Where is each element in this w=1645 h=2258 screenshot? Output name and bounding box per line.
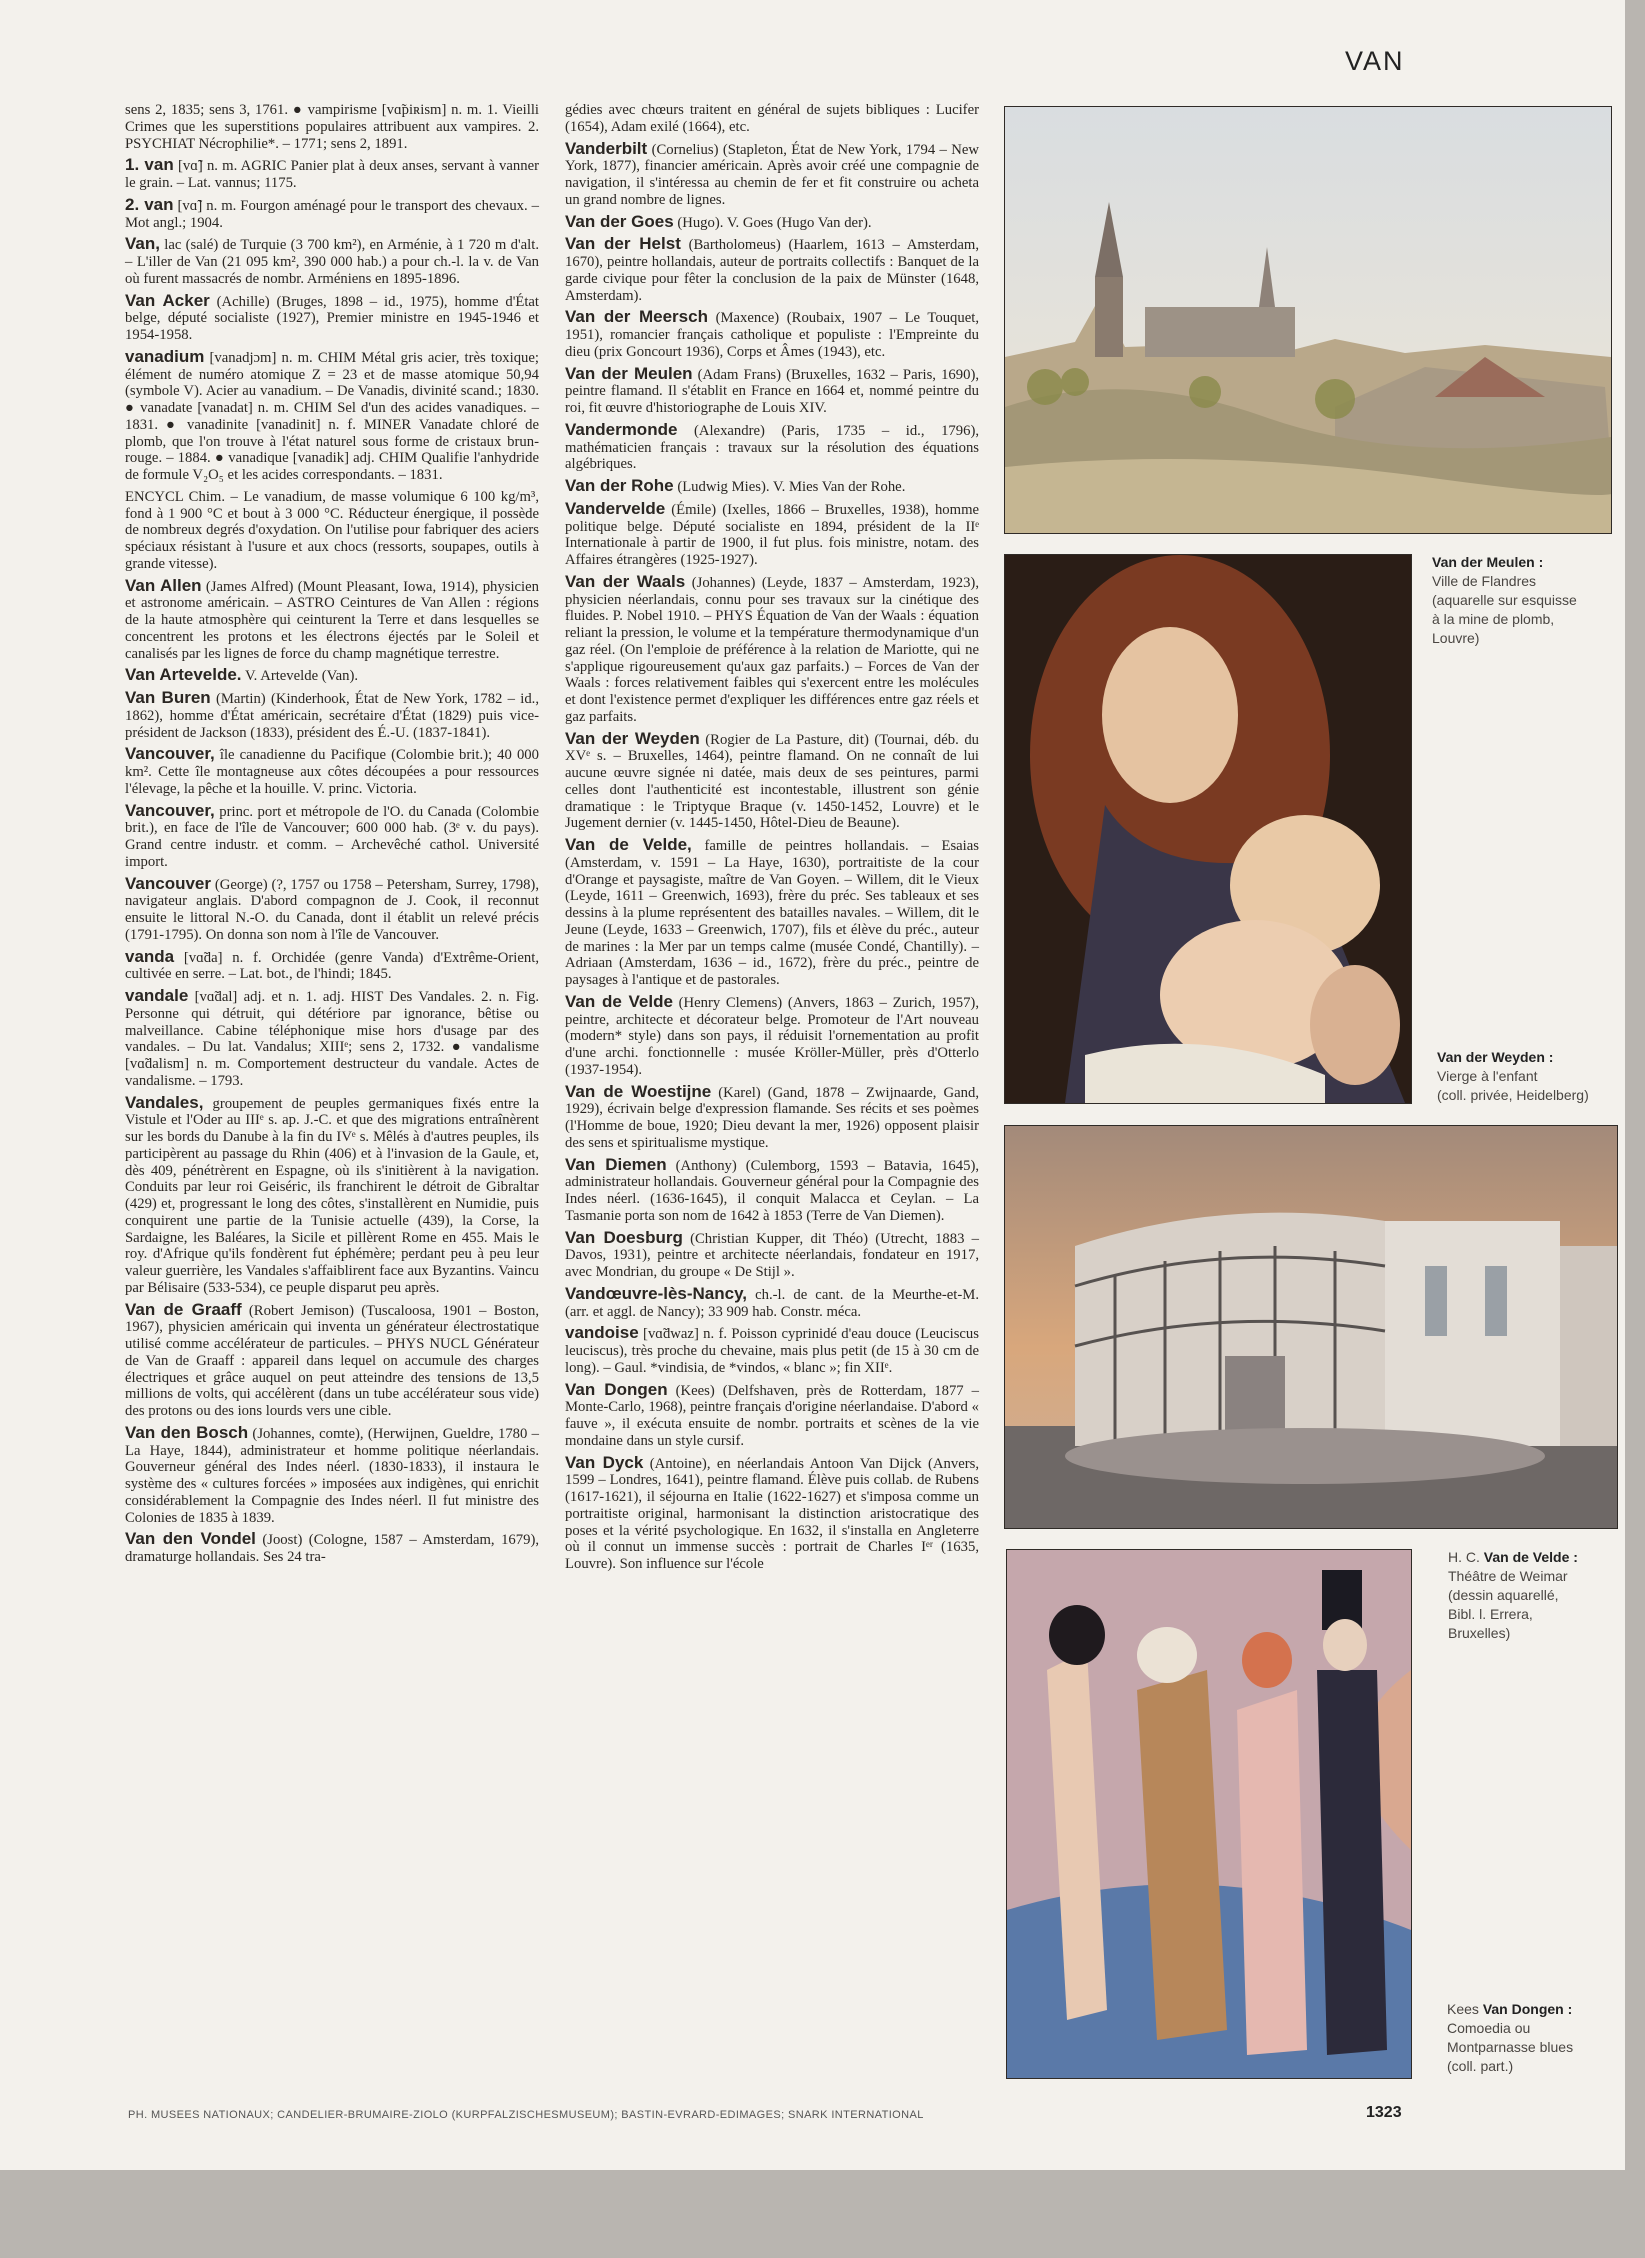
dictionary-entry bbox=[565, 837, 979, 989]
entry-text: famille de peintres hollandais. – Esaias (Amsterdam, v. 1591 – La Haye, 1630), portraitiste de la cour d'Orange et paysagiste, maître de Van Goyen. – Willem, dit le Vieux (Leyde, 1611 – Greenwich, 1693), frère du préc. Ses tableaux et ses dessins à la plume représentent des batailles navales. – Willem, dit le Jeune (Leyde, 1633 – Greenwich, 1707), fils et élève du préc., auteur de marines : la Mer par un temps calme (musée Condé, Chantilly). – Adriaan (Amsterdam, 1636 – id., 1672), frère du préc., peintre de paysages à l'antique et de pastorales. bbox=[565, 838, 979, 988]
entry-headword: Vancouver, bbox=[125, 800, 215, 820]
entry-headword: Vandermonde bbox=[565, 419, 678, 439]
dictionary-entry bbox=[565, 102, 979, 136]
dictionary-entry bbox=[125, 290, 540, 344]
entry-text: (James Alfred) (Mount Pleasant, Iowa, 1914), physicien et astronome américain. – ASTRO Ceintures de Van Allen : régions de la haute atmosphère qui ceinturent la Terre et dans lesquelles se concentrent les protons et les électrons éjectés par le Soleil et canalisés par les lignes de force du champ magnétique terrestre. bbox=[125, 578, 539, 662]
dictionary-entry bbox=[125, 800, 540, 871]
caption-line: Théâtre de Weimar bbox=[1448, 1568, 1568, 1584]
caption-van-der-weyden bbox=[1437, 1048, 1589, 1105]
entry-text: (Hugo). V. Goes (Hugo Van der). bbox=[677, 214, 872, 231]
entry-headword: Van der Weyden bbox=[565, 728, 700, 748]
illustration-van-de-velde bbox=[1004, 1125, 1618, 1529]
entry-text: lac (salé) de Turquie (3 700 km²), en Arménie, à 1 720 m d'alt. – L'iller de Van (21 095 km², 390 000 hab.) a pour ch.-l. la v. de Van où furent massacrés de nombr. Arméniens en 1895-1896. bbox=[125, 237, 539, 287]
caption-title bbox=[1448, 1548, 1578, 1567]
page-number: 1323 bbox=[1366, 2104, 1402, 2121]
entry-text: (Ludwig Mies). V. Mies Van der Rohe. bbox=[677, 479, 906, 495]
entry-headword: Van Acker bbox=[125, 290, 210, 310]
dictionary-entry bbox=[125, 236, 539, 287]
dictionary-entry bbox=[565, 478, 979, 496]
caption-title: Van der Meulen : bbox=[1432, 554, 1544, 570]
entry-text: (Kees) (Delfshaven, près de Rotterdam, 1877 – Monte-Carlo, 1968), peintre français d'origine néerlandaise. D'abord « fauve », il exécuta ensuite de nombr. portraits et scènes de la vie mondaine dans un style cursif. bbox=[565, 1382, 979, 1449]
entry-text: V. Artevelde (Van). bbox=[244, 668, 359, 685]
entry-text: [vɑ̃dwaz] n. f. Poisson cyprinidé d'eau douce (Leuciscus leuciscus), très proche du chevaine, mais plus petit (de 15 à 30 cm de long). – Gaul. *vindisia, de *vindos, « blanc »; fin XIIᵉ. bbox=[565, 1326, 979, 1376]
dictionary-entry bbox=[565, 498, 980, 569]
dictionary-entry bbox=[125, 346, 540, 484]
dictionary-entry bbox=[565, 363, 980, 417]
dictionary-entry bbox=[565, 1452, 980, 1573]
dictionary-entry bbox=[565, 419, 980, 473]
entry-headword: Van, bbox=[125, 234, 160, 254]
dictionary-entry bbox=[125, 157, 539, 192]
dictionary-entry bbox=[565, 1154, 980, 1225]
dictionary-entry bbox=[125, 746, 539, 797]
dictionary-entry bbox=[565, 1283, 979, 1321]
dictionary-entry bbox=[565, 571, 979, 726]
entry-headword: vanadium bbox=[125, 346, 205, 366]
entry-headword: 1. van bbox=[125, 155, 174, 175]
entry-text: (Adam Frans) (Bruxelles, 1632 – Paris, 1690), peintre flamand. Il s'établit en France en 1664 et, nommé peintre du roi, fit œuvre d'historiographe de Louis XIV. bbox=[565, 366, 980, 416]
illustration-van-der-weyden bbox=[1004, 554, 1412, 1104]
dictionary-entry bbox=[565, 1379, 979, 1450]
entry-text: (Robert Jemison) (Tuscaloosa, 1901 – Boston, 1967), physicien américain qui inventa un générateur électrostatique utilisé comme accélérateur de particules. – PHYS NUCL Générateur de Van de Graaff : appareil dans lequel on accumule des charges électriques et grâce auquel on peut atteindre des tensions de 13,5 millions de volts, qui accélèrent (dans un tube accélérateur sous vide) des protons ou des ions lourds vers une cible. bbox=[125, 1302, 539, 1419]
dictionary-entry bbox=[565, 309, 979, 360]
entry-headword: vandoise bbox=[565, 1323, 639, 1343]
dictionary-entry bbox=[125, 575, 539, 663]
entry-headword: Van Buren bbox=[125, 688, 211, 707]
entry-text: groupement de peuples germaniques fixés entre la Vistule et l'Oder au IIIᵉ s. ap. J.-C. et que des migrations entraînèrent sur les bords du Danube à la fin du IVᵉ s. Mêlés à d'autres peuples, ils participèrent au passage du Rhin (406) et à l'invasion de la Gaule, et, dès 409, pénétrèrent en Espagne, où ils s'initièrent à la navigation. Conduits par leur roi Geiséric, ils franchirent le détroit de Gibraltar (429) et, progressant le long des côtes, s'installèrent en Numidie, puis conquirent une partie de la Tunisie actuelle (439), la Corse, la Sardaigne, les Baléares, la Sicile et pillèrent Rome en 455. Mais le roy. d'Afrique qu'ils fondèrent fut éphémère; perdant peu à peu leur valeur guerrière, les Vandales s'affaiblirent face aux Byzantins. Vaincu par Bélisaire (533-534), ce peuple disparut peu après. bbox=[125, 1095, 540, 1296]
entry-headword: Van der Goes bbox=[565, 211, 674, 231]
caption-prefix: Kees bbox=[1447, 2001, 1483, 2017]
caption-van-dongen bbox=[1447, 2000, 1573, 2076]
entry-text: (Achille) (Bruges, 1898 – id., 1975), homme d'État belge, député socialiste (1927), Premier ministre en 1945-1946 et 1954-1958. bbox=[125, 293, 540, 343]
entry-text: [vɑ̃dal] adj. et n. 1. adj. HIST Des Vandales. 2. n. Fig. Personne qui détruit, qui détériore par ignorance, bêtise ou malveillance. Cabine téléphonique mise hors d'usage par des vandales. – Du lat. Vandalus; XIIIᵉ; sens 2, 1732. ● vandalisme [vɑ̃dalism] n. m. Comportement destructeur du vandale. Actes de vandalisme. – 1793. bbox=[125, 989, 540, 1089]
entry-headword: vanda bbox=[125, 946, 175, 966]
caption-line: Bibl. l. Errera, bbox=[1448, 1606, 1533, 1622]
entry-headword: Van Allen bbox=[125, 575, 202, 595]
entry-text: gédies avec chœurs traitent en général de sujets bibliques : Lucifer (1654), Adam exilé (1664), etc. bbox=[565, 102, 979, 135]
entry-text: (Henry Clemens) (Anvers, 1863 – Zurich, 1957), peintre, architecte et décorateur belge. Promoteur de l'Art nouveau (modern* style) dans son pays, il réduisit l'ornementation au profit d'une archi. fonctionnelle : musée Kröller-Müller, près d'Otterlo (1937-1954). bbox=[565, 994, 979, 1078]
dictionary-entry bbox=[125, 988, 539, 1090]
dictionary-entry bbox=[565, 236, 979, 304]
caption-line: Comoedia ou bbox=[1447, 2020, 1531, 2036]
dictionary-entry bbox=[125, 1299, 539, 1420]
entry-text: ch.-l. de cant. de la Meurthe-et-M. (arr. et aggl. de Nancy); 33 909 hab. Constr. méca. bbox=[565, 1286, 979, 1320]
dictionary-entry bbox=[125, 873, 539, 944]
caption-prefix: H. C. bbox=[1448, 1549, 1484, 1565]
entry-headword: Van Artevelde. bbox=[125, 665, 242, 685]
entry-headword: 2. van bbox=[125, 194, 174, 214]
dictionary-entry bbox=[125, 1092, 540, 1297]
dictionary-entry bbox=[125, 1422, 540, 1527]
entry-text: (Johannes) (Leyde, 1837 – Amsterdam, 1923), physicien néerlandais, connu pour ses travaux sur la cinétique des fluides. P. Nobel 1910. – PHYS Équation de Van der Waals : équation reliant la pression, le volume et la température thermodynamique d'un gaz réel. (On l'emploie de préférence à la relation de Mariotte, qui ne s'applique rigoureusement qu'aux gaz parfaits.) – Forces de Van der Waals : forces relativement faibles qui s'exercent entre les molécules et dont l'existence permet d'expliquer les différences entre gaz réels et gaz parfaits. bbox=[565, 574, 979, 725]
caption-line: Vierge à l'enfant bbox=[1437, 1068, 1538, 1084]
dictionary-entry bbox=[565, 211, 979, 232]
entry-headword: Vancouver, bbox=[125, 744, 215, 764]
caption-line: Ville de Flandres bbox=[1432, 573, 1537, 589]
entry-headword: vandale bbox=[125, 986, 189, 1005]
running-head: VAN bbox=[1345, 46, 1405, 76]
entry-headword: Van den Bosch bbox=[125, 1422, 249, 1442]
entry-headword: Vandervelde bbox=[565, 498, 666, 518]
entry-text: (Cornelius) (Stapleton, État de New York, 1794 – New York, 1877), financier américain. Après avoir créé une compagnie de navigation, il s'intéressa au chemin de fer et fit construire ou acheta un grand nombre de lignes. bbox=[565, 141, 979, 208]
entry-headword: Van de Graaff bbox=[125, 1299, 242, 1319]
entry-headword: Van den Vondel bbox=[125, 1529, 256, 1549]
illustration-van-der-meulen bbox=[1004, 106, 1612, 534]
dictionary-entry bbox=[565, 728, 980, 833]
caption-line: (aquarelle sur esquisse bbox=[1432, 592, 1577, 608]
entry-text: (Johannes, comte), (Herwijnen, Gueldre, 1780 – La Haye, 1844), administrateur et homme politique néerlandais. Gouverneur général des Indes néerl. (1830-1833), il instaura le système des « cultures forcées » imposées aux indigènes, qui enrichit considérablement la Compagnie des Indes néerl. Il fut ministre des Colonies de 1835 à 1839. bbox=[125, 1425, 540, 1526]
dictionary-entry bbox=[565, 1227, 979, 1281]
dictionary-entry bbox=[565, 1325, 979, 1376]
entry-text: île canadienne du Pacifique (Colombie brit.); 40 000 km². Cette île montagneuse aux côtes découpées a pour ressources l'élevage, la pêche et la houille. V. princ. Victoria. bbox=[125, 747, 539, 797]
dictionary-entry bbox=[125, 194, 539, 232]
caption-line: (coll. part.) bbox=[1447, 2058, 1514, 2074]
entry-text: ENCYCL Chim. – Le vanadium, de masse volumique 6 100 kg/m³, fond à 1 900 °C et bout à 3 000 °C. Réducteur énergique, il possède de nombreux degrés d'oxydation. On l'utilise pour fabriquer des aciers spéciaux résistant à l'usure et aux chocs (ressorts, soupapes, outils à grande vitesse). bbox=[125, 488, 539, 572]
entry-headword: Van Diemen bbox=[565, 1154, 667, 1174]
caption-van-der-meulen bbox=[1432, 553, 1577, 648]
caption-title bbox=[1447, 2000, 1573, 2019]
text-column-left bbox=[125, 102, 539, 1571]
entry-headword: Vancouver bbox=[125, 873, 211, 893]
entry-text: sens 2, 1835; sens 3, 1761. ● vampirisme [vɑ̃piʀism] n. m. 1. Vieilli Crimes que les superstitions populaires attribuent aux vampires. 2. PSYCHIAT Nécrophilie*. – 1771; sens 2, 1891. bbox=[125, 102, 539, 152]
entry-text: (Karel) (Gand, 1878 – Zwijnaarde, Gand, 1929), écrivain belge d'expression flamande. Ses récits et ses poèmes (l'Homme de boue, 1920; Dieu devant la mer, 1926) opposent plaisir des sens et spiritualisme mystique. bbox=[565, 1084, 979, 1151]
entry-text: (Christian Kupper, dit Théo) (Utrecht, 1883 – Davos, 1931), peintre et architecte néerlandais, fondateur en 1917, avec Mondrian, du groupe « De Stijl ». bbox=[565, 1230, 979, 1280]
entry-text: (George) (?, 1757 ou 1758 – Petersham, Surrey, 1798), navigateur anglais. D'abord compagnon de J. Cook, il reconnut ensuite le littoral N.-O. du Canada, dont il établit un relevé précis (1791-1795). On donna son nom à l'île de Vancouver. bbox=[125, 876, 539, 943]
caption-name: Van de Velde : bbox=[1483, 1549, 1578, 1565]
entry-text: (Antoine), en néerlandais Antoon Van Dijck (Anvers, 1599 – Londres, 1641), peintre flamand. Élève puis collab. de Rubens (1617-1621), il séjourna en Italie (1622-1627) et s'imposa comme un portraitiste original, harmonisant la distinction aristocratique des poses et la vérité psychologique. En 1632, il s'installa en Angleterre où il connut un immense succès : portrait de Charles Iᵉʳ (1635, Louvre). Son influence sur l'école bbox=[565, 1455, 980, 1572]
dictionary-entry bbox=[125, 946, 539, 984]
entry-text: (Martin) (Kinderhook, État de New York, 1782 – id., 1862), homme d'État américain, secrétaire d'État (1829) puis vice-président de Jackson (1833), président des É.-U. (1837-1841). bbox=[125, 691, 540, 741]
entry-headword: Vandales, bbox=[125, 1092, 204, 1112]
dictionary-entry bbox=[125, 1531, 539, 1566]
entry-headword: Van der Rohe bbox=[565, 476, 674, 495]
entry-headword: Van de Velde, bbox=[565, 835, 692, 854]
entry-text: (Émile) (Ixelles, 1866 – Bruxelles, 1938), homme politique belge. Député socialiste en 1894, président de la IIᵉ Internationale à partir de 1900, il fut plus. fois ministre, notam. des Affaires étrangères (1925-1927). bbox=[565, 501, 980, 568]
caption-title: Van der Weyden : bbox=[1437, 1049, 1554, 1065]
dictionary-entry bbox=[125, 690, 539, 741]
caption-van-de-velde bbox=[1448, 1548, 1578, 1643]
caption-line: Montparnasse blues bbox=[1447, 2039, 1574, 2055]
entry-text: (Maxence) (Roubaix, 1907 – Le Touquet, 1951), romancier français catholique et populiste : l'Empreinte du dieu (prix Goncourt 1936), Corps et Âmes (1943), etc. bbox=[565, 310, 979, 360]
entry-headword: Van de Woestijne bbox=[565, 1081, 712, 1101]
entry-headword: Vanderbilt bbox=[565, 138, 648, 158]
entry-text: [vɑ̃da] n. f. Orchidée (genre Vanda) d'Extrême-Orient, cultivée en serre. – Lat. bot., de l'hindi; 1845. bbox=[125, 949, 539, 983]
photo-credits: PH. MUSEES NATIONAUX; CANDELIER-BRUMAIRE-ZIOLO (KURPFALZISCHESMUSEUM); BASTIN-EVRARD-EDIMAGES; SNARK INTERNATIONAL bbox=[128, 2109, 924, 2121]
entry-headword: Van Dyck bbox=[565, 1452, 644, 1472]
entry-text: (Alexandre) (Paris, 1735 – id., 1796), mathématicien français : travaux sur la résolution des équations algébriques. bbox=[565, 422, 980, 473]
entry-headword: Van Doesburg bbox=[565, 1227, 683, 1247]
entry-text: [vanadjɔm] n. m. CHIM Métal gris acier, très toxique; élément de numéro atomique Z = 23 et de masse atomique 50,94 (symbole V). Acier au vanadium. – De Vanadis, divinité scand.; 1830. ● vanadate [vanadat] n. m. CHIM Sel d'un des acides vanadiques. – 1831. ● vanadinite [vanadinit] n. f. MINER Vanadate chloré de plomb, que l'on trouve à l'état naturel sous forme de cristaux brun-rouge. – 1884. ● vanadique [vanadik] adj. CHIM Qualifie l'anhydride de formule V₂O₅ et les acides correspondants. – 1831. bbox=[125, 349, 540, 483]
illustration-van-dongen bbox=[1006, 1549, 1412, 2079]
dictionary-entry bbox=[125, 102, 539, 152]
caption-line: (coll. privée, Heidelberg) bbox=[1437, 1087, 1589, 1103]
dictionary-entry bbox=[565, 1081, 979, 1152]
entry-text: [vɑ̃] n. m. Fourgon aménagé pour le transport des chevaux. – Mot angl.; 1904. bbox=[125, 197, 539, 231]
entry-text: princ. port et métropole de l'O. du Canada (Colombie brit.), en face de l'île de Vancouver; 600 000 hab. (3ᵉ v. du pays). Grand centre industr. et comm. – Archevêché cathol. Université import. bbox=[125, 803, 540, 870]
dictionary-entry bbox=[125, 667, 539, 685]
entry-text: (Rogier de La Pasture, dit) (Tournai, déb. du XVᵉ s. – Bruxelles, 1464), peintre flamand. On ne connaît de lui aucune œuvre signée ni datée, mais deux de ses peintures, parmi celles dont l'authenticité est incontestable, illustrent son génie dramatique : le Triptyque Braque (v. 1450-1452, Louvre) et le Jugement dernier (v. 1445-1450, Hôtel-Dieu de Beaune). bbox=[565, 731, 980, 832]
entry-headword: Vandœuvre-lès-Nancy, bbox=[565, 1283, 748, 1303]
entry-headword: Van der Helst bbox=[565, 234, 681, 254]
dictionary-entry bbox=[565, 138, 979, 209]
entry-headword: Van Dongen bbox=[565, 1379, 668, 1399]
entry-headword: Van der Waals bbox=[565, 571, 686, 591]
text-column-middle bbox=[565, 102, 979, 1578]
entry-text: [vɑ̃] n. m. AGRIC Panier plat à deux anses, servant à vanner le grain. – Lat. vannus; 1175. bbox=[125, 158, 539, 191]
dictionary-entry bbox=[125, 489, 539, 573]
entry-text: (Anthony) (Culemborg, 1593 – Batavia, 1645), administrateur hollandais. Gouverneur général pour la Compagnie des Indes néerl. (1636-1645), il conquit Malacca et Ceylan. – La Tasmanie porta son nom de 1642 à 1853 (Terre de Van Diemen). bbox=[565, 1157, 980, 1224]
caption-line: Louvre) bbox=[1432, 630, 1480, 646]
entry-text: (Bartholomeus) (Haarlem, 1613 – Amsterdam, 1670), peintre hollandais, auteur de portraits collectifs : Banquet de la garde civique pour fêter la conclusion de la paix de Münster (1648, Amsterdam). bbox=[565, 237, 979, 304]
dictionary-entry bbox=[565, 991, 979, 1079]
entry-headword: Van der Meersch bbox=[565, 307, 708, 327]
entry-headword: Van der Meulen bbox=[565, 363, 693, 383]
entry-text: (Joost) (Cologne, 1587 – Amsterdam, 1679), dramaturge hollandais. Ses 24 tra- bbox=[125, 1532, 540, 1565]
caption-line: Bruxelles) bbox=[1448, 1625, 1511, 1641]
caption-line: (dessin aquarellé, bbox=[1448, 1587, 1559, 1603]
caption-name: Van Dongen : bbox=[1482, 2001, 1573, 2017]
caption-line: à la mine de plomb, bbox=[1432, 611, 1555, 627]
entry-headword: Van de Velde bbox=[565, 991, 673, 1011]
